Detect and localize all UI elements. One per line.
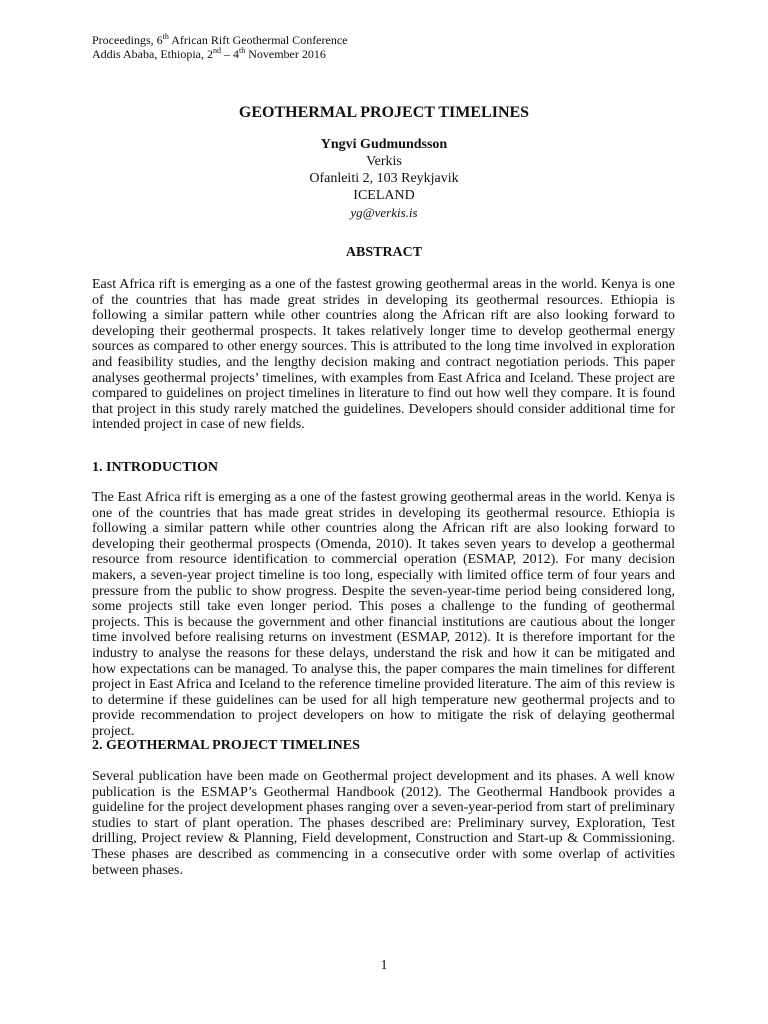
section-1-text: The East Africa rift is emerging as a one of the fastest growing geothermal areas in the world. Kenya is one of the countries that has made great strides in developing its geothermal resource. Ethiopia is following a similar pattern while other countries along the African rift are also looking forward to developing their geothermal prospects (Omenda, 2010). It takes seven years to develop a geothermal resource from resource identification to commercial operation (ESMAP, 2012). For many decision makers, a seven-year project timeline is too long, especially with limited office term of four years and pressure from the public to show progress. Despite the seven-year-time period being considered long, some projects still take even longer period. This poses a challenge to the funding of geothermal projects. This is because the government and other financial institutions are cautious about the longer time involved before realising returns on investment (ESMAP, 2012). It is therefore important for the industry to analyse the reasons for these delays, understand the risk and how it can be mitigated and how expectations can be managed. To analyse this, the paper compares the main timelines for different project in East Africa and Iceland to the reference timeline provided literature. The aim of this review is to determine if these guidelines can be used for all high temperature new geothermal projects and to provide recommendation to project developers on how to mitigate the risk of delaying geothermal project. [92, 490, 675, 739]
section-2-text: Several publication have been made on Geothermal project development and its phases. A well know publication is the ESMAP’s Geothermal Handbook (2012). The Geothermal Handbook provides a guideline for the project development phases ranging over a seven-year-period from start of preliminary studies to start of plant operation. The phases described are: Preliminary survey, Exploration, Test drilling, Project review & Planning, Field development, Construction and Start-up & Commissioning. These phases are described as commencing in a consecutive order with some overlap of activities between phases. [92, 769, 675, 878]
paper-title: GEOTHERMAL PROJECT TIMELINES [238, 104, 530, 121]
proceedings-header [92, 33, 347, 61]
proceedings-line-1: Proceedings, 6th African Rift Geothermal Conference [92, 32, 348, 47]
author-affiliation: Verkis [366, 154, 402, 169]
author-email: yg@verkis.is [350, 205, 418, 220]
author-address: Ofanleiti 2, 103 Reykjavik [309, 171, 459, 186]
abstract-heading: ABSTRACT [345, 245, 423, 260]
proceedings-line-2: Addis Ababa, Ethiopia, 2nd – 4th November 2016 [92, 46, 326, 61]
page-number: 1 [380, 958, 388, 973]
author-block [0, 136, 768, 221]
section-1-heading: 1. INTRODUCTION [92, 460, 219, 475]
abstract-text: East Africa rift is emerging as a one of the fastest growing geothermal areas in the world. Kenya is one of the countries that has made great strides in developing its geothermal resources. Ethiopia is following a similar pattern while other countries along the African rift are also looking forward to developing their geothermal prospects. It takes relatively longer time to develop geothermal energy sources as compared to other energy sources. This is attributed to the long time involved in exploration and feasibility studies, and the lengthy decision making and contract negotiation periods. This paper analyses geothermal projects’ timelines, with examples from East Africa and Iceland. These project are compared to guidelines on project timelines in literature to find out how well they compare. It is found that project in this study rarely matched the guidelines. Developers should consider additional time for intended project in case of new fields. [92, 277, 675, 433]
author-country: ICELAND [353, 188, 415, 203]
author-name: Yngvi Gudmundsson [320, 137, 448, 152]
section-2-heading: 2. GEOTHERMAL PROJECT TIMELINES [92, 738, 360, 753]
